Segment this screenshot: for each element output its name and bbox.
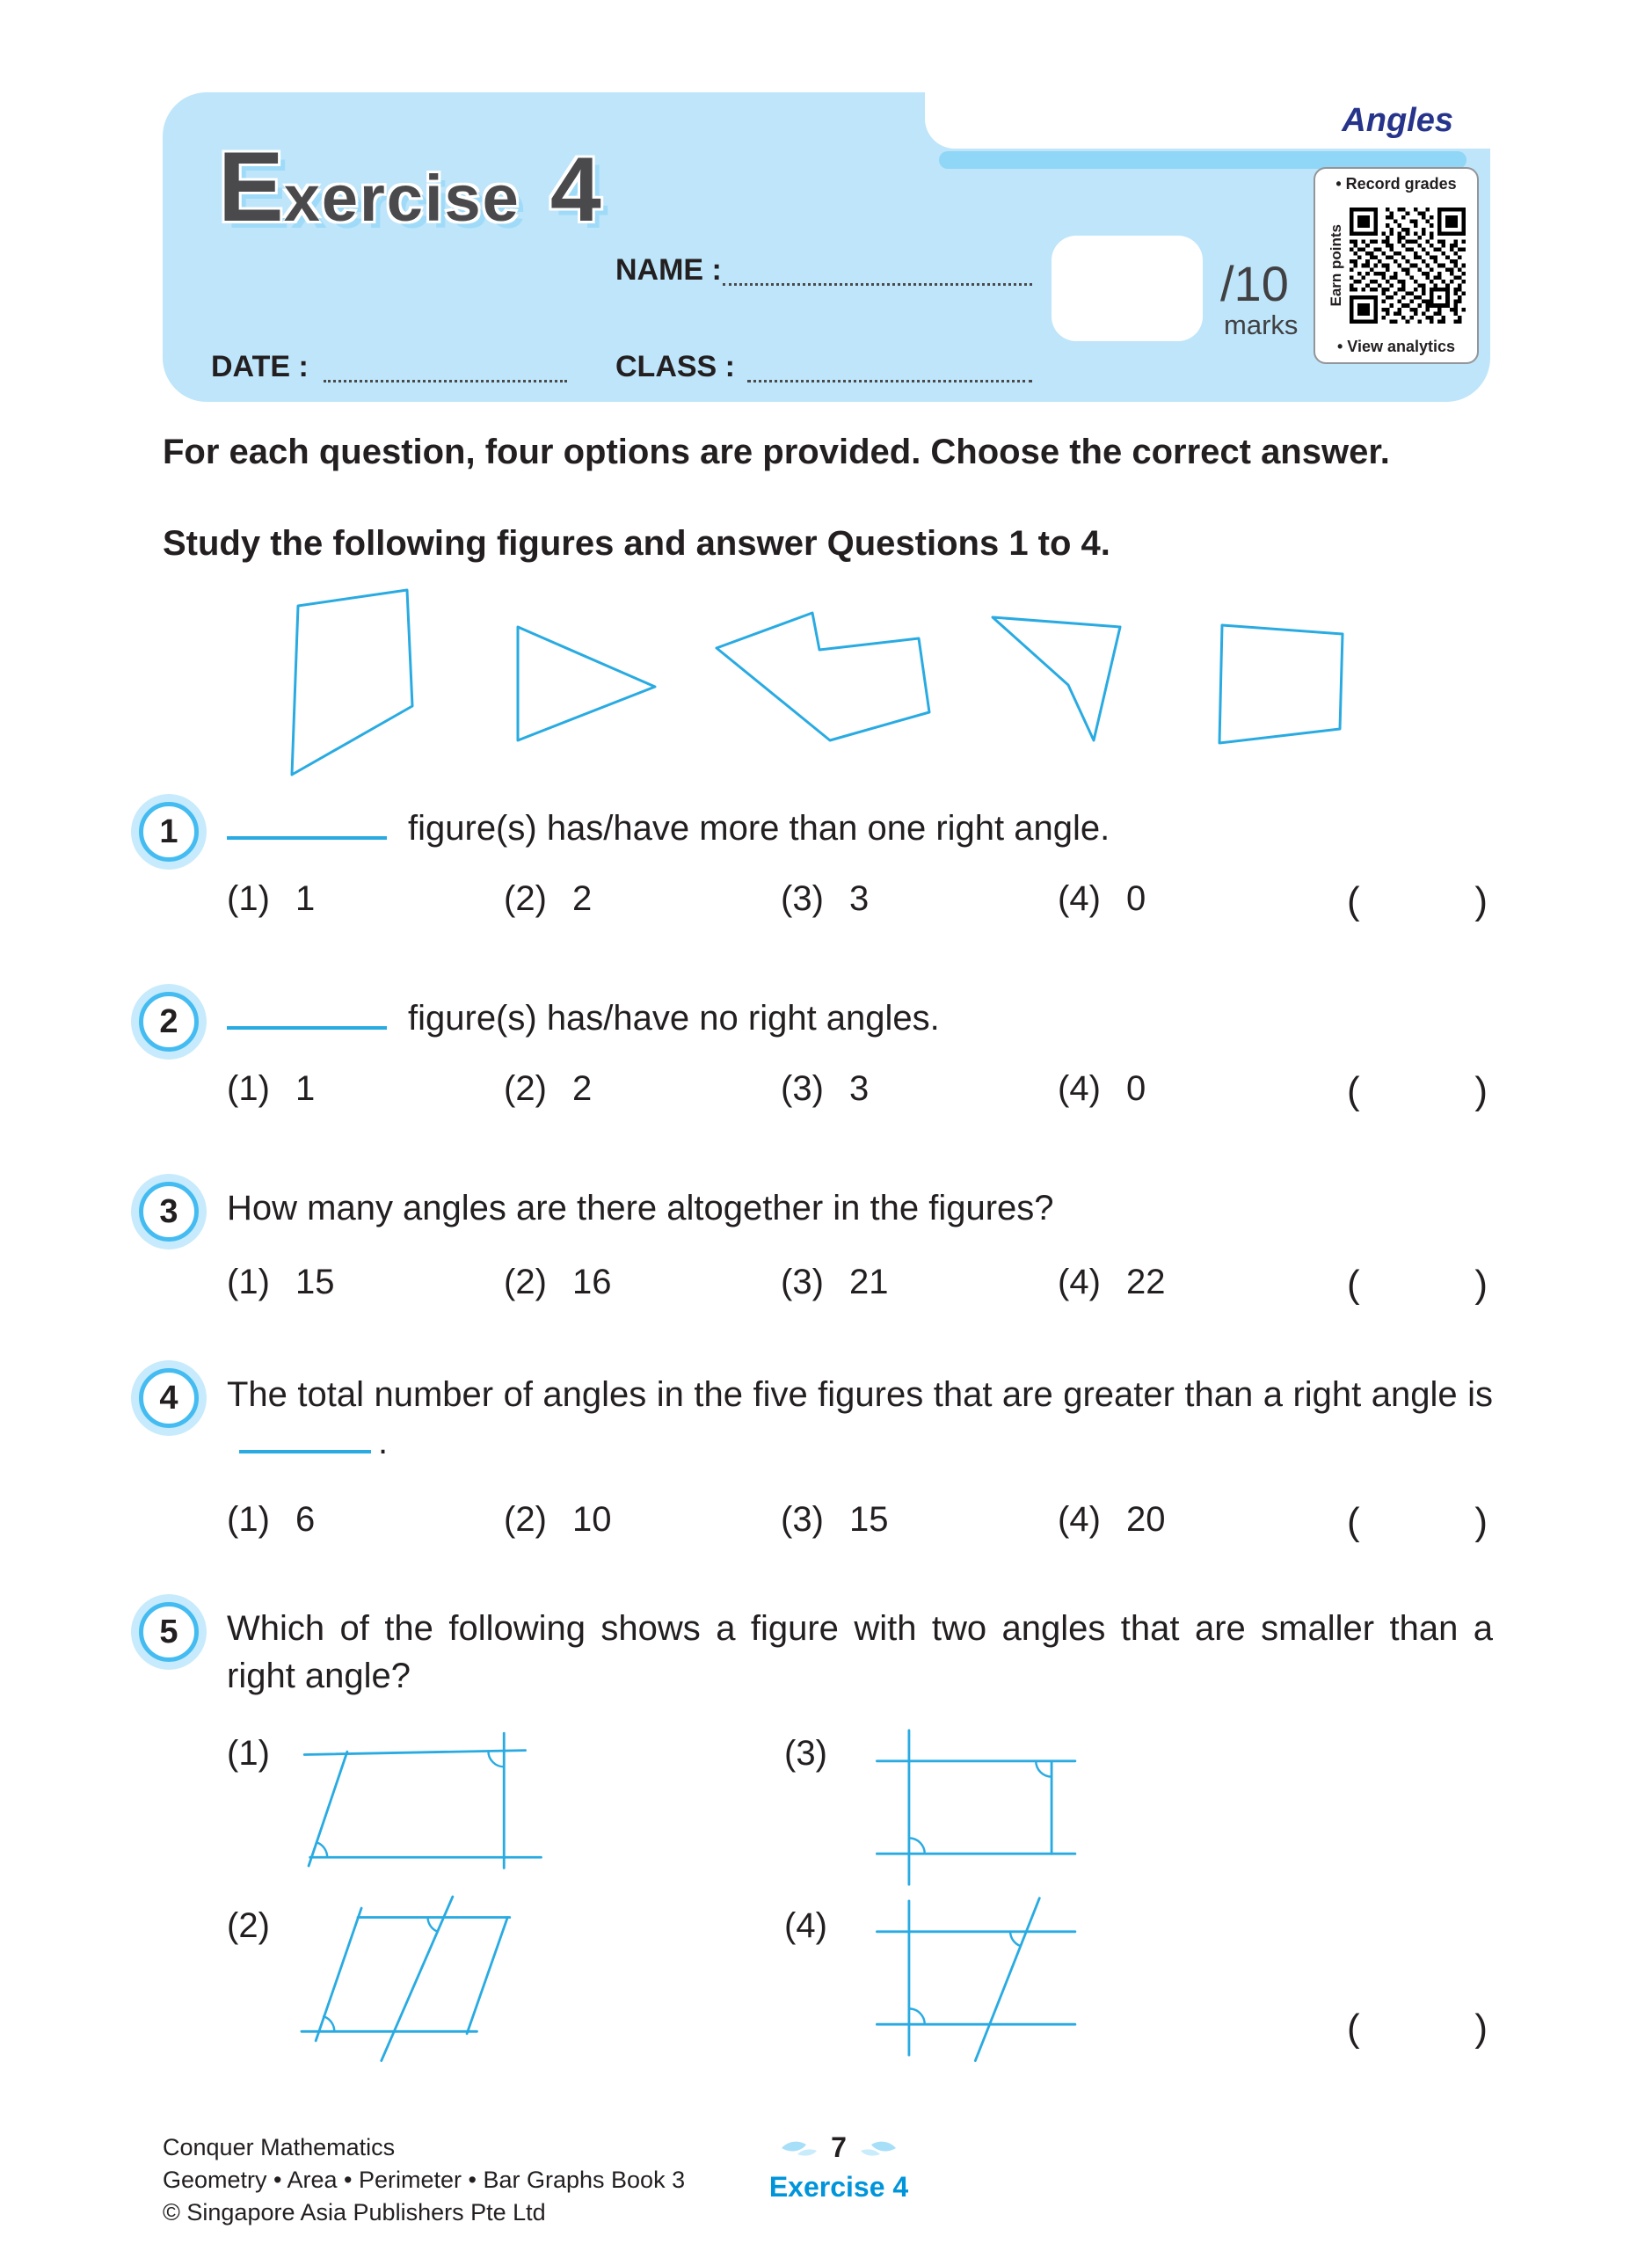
question-2-options	[227, 1069, 1335, 1109]
option-value: 10	[572, 1500, 612, 1539]
question-2-stem: figure(s) has/have no right angles.	[408, 999, 940, 1038]
option-value: 6	[295, 1500, 316, 1539]
subfigure-1-label: (1)	[227, 1734, 270, 1773]
qr-panel	[1314, 167, 1479, 364]
question-3-stem: How many angles are there altogether in the figures?	[227, 1189, 1054, 1227]
bracket-close: )	[1474, 1500, 1488, 1543]
exercise-title	[218, 130, 601, 244]
question-1-number: 1	[159, 812, 178, 850]
option-value: 16	[572, 1263, 612, 1301]
question-5-answer-bracket	[1347, 2007, 1488, 2051]
question-3-badge	[139, 1182, 199, 1242]
bracket-close: )	[1474, 1263, 1488, 1306]
bracket-open: (	[1347, 1069, 1360, 1112]
score-total: /10	[1220, 256, 1289, 311]
option-label: (4)	[1058, 1263, 1101, 1301]
figures-strip	[163, 580, 1490, 796]
option	[227, 1263, 504, 1302]
figure-irregular-quadrilateral	[292, 590, 412, 775]
question-5-stem: Which of the following shows a figure with two angles that are smaller than a right angle?	[227, 1609, 1493, 1695]
date-label: DATE :	[211, 350, 309, 383]
option-value: 0	[1126, 1069, 1146, 1108]
footer-publisher: © Singapore Asia Publishers Pte Ltd	[163, 2199, 546, 2226]
class-label: CLASS :	[615, 350, 735, 383]
instruction-line-2: Study the following figures and answer Questions 1 to 4.	[163, 524, 1110, 563]
question-3-options	[227, 1263, 1335, 1302]
chapter-tab-label: Angles	[1342, 101, 1453, 139]
question-2-number: 2	[159, 1002, 178, 1040]
chapter-tab	[925, 92, 1490, 149]
page-number-row	[698, 2131, 979, 2164]
name-label: NAME :	[615, 253, 722, 287]
option-label: (4)	[1058, 1500, 1101, 1539]
footer-series-title: Conquer Mathematics	[163, 2134, 396, 2160]
question-2-badge	[139, 992, 199, 1052]
question-2-text	[227, 999, 940, 1038]
question-4-text	[227, 1372, 1493, 1466]
figure-quadrilateral	[1219, 625, 1343, 743]
question-2-answer-bracket	[1347, 1069, 1488, 1113]
option-value: 15	[849, 1500, 889, 1539]
option-label: (4)	[1058, 1069, 1101, 1108]
option-label: (2)	[504, 1263, 547, 1301]
option-value: 3	[849, 879, 870, 918]
option-label: (1)	[227, 1500, 270, 1539]
question-1-text	[227, 809, 1110, 849]
option-label: (3)	[781, 1500, 824, 1539]
option	[504, 879, 781, 919]
option-value: 22	[1126, 1263, 1166, 1301]
option-value: 2	[572, 1069, 593, 1108]
question-4-period: .	[378, 1422, 389, 1461]
figure-triangle	[518, 627, 655, 740]
leaf-decoration-right	[859, 2138, 898, 2158]
option-label: (3)	[781, 1069, 824, 1108]
option-value: 0	[1126, 879, 1146, 918]
figure-dart	[993, 617, 1120, 740]
instruction-line-1: For each question, four options are provided. Choose the correct answer.	[163, 433, 1390, 471]
option	[504, 1500, 781, 1540]
option	[227, 1069, 504, 1109]
qr-caption-side: Earn points	[1327, 224, 1344, 307]
question-1-badge	[139, 802, 199, 862]
footer-page-block	[698, 2131, 979, 2204]
question-1-stem: figure(s) has/have more than one right angle.	[408, 809, 1110, 848]
option-value: 1	[295, 1069, 316, 1108]
option	[227, 879, 504, 919]
question-5-number: 5	[159, 1613, 178, 1650]
exercise-title-number: 4	[549, 139, 601, 241]
option-label: (1)	[227, 879, 270, 918]
question-1-answer-bracket	[1347, 879, 1488, 923]
option-value: 21	[849, 1263, 889, 1301]
option-label: (2)	[504, 879, 547, 918]
option	[781, 1069, 1058, 1109]
option	[1058, 1069, 1335, 1109]
question-5-text	[227, 1606, 1493, 1700]
score-box	[1052, 236, 1203, 341]
subfigure-2-parallelogram-with-transversal	[290, 1892, 554, 2064]
option	[227, 1500, 504, 1540]
subfigure-3-label: (3)	[784, 1734, 827, 1773]
option-value: 2	[572, 879, 593, 918]
question-3-number: 3	[159, 1192, 178, 1230]
question-1-options	[227, 879, 1335, 919]
class-write-line	[747, 357, 1032, 382]
question-4-badge	[139, 1368, 199, 1428]
question-4-number: 4	[159, 1379, 178, 1417]
option	[1058, 1500, 1335, 1540]
option-label: (3)	[781, 879, 824, 918]
option	[1058, 879, 1335, 919]
question-4-answer-bracket	[1347, 1500, 1488, 1544]
qr-row	[1328, 208, 1466, 324]
question-3-answer-bracket	[1347, 1263, 1488, 1307]
option	[504, 1069, 781, 1109]
option-label: (2)	[504, 1069, 547, 1108]
option-label: (3)	[781, 1263, 824, 1301]
option-value: 3	[849, 1069, 870, 1108]
qr-code-icon	[1350, 208, 1466, 324]
option	[504, 1263, 781, 1302]
qr-caption-bottom: • View analytics	[1336, 338, 1456, 355]
subfigure-4-label: (4)	[784, 1906, 827, 1945]
subfigure-1-quadrilateral-with-extended-lines	[290, 1722, 554, 1893]
bracket-open: (	[1347, 2007, 1360, 2050]
subfigure-4-rectangle-with-slanted-line	[848, 1892, 1112, 2064]
bracket-open: (	[1347, 1263, 1360, 1306]
question-4-stem: The total number of angles in the five figures that are greater than a right angle is	[227, 1375, 1493, 1414]
exercise-title-word: xercise	[283, 162, 520, 235]
bracket-open: (	[1347, 1500, 1360, 1543]
question-3-text	[227, 1189, 1054, 1228]
question-1-answer-blank	[227, 829, 387, 840]
exercise-title-initial: E	[218, 132, 284, 242]
question-2-answer-blank	[227, 1019, 387, 1030]
option	[1058, 1263, 1335, 1302]
option	[781, 1500, 1058, 1540]
footer-exercise-label: Exercise 4	[768, 2171, 909, 2203]
date-write-line	[324, 357, 567, 382]
bracket-close: )	[1474, 879, 1488, 922]
option-value: 20	[1126, 1500, 1166, 1539]
option-label: (2)	[504, 1500, 547, 1539]
subfigure-3-rectangle-with-angle-marks	[848, 1722, 1112, 1893]
footer-book-title: Geometry • Area • Perimeter • Bar Graphs Book 3	[163, 2167, 686, 2193]
score-unit: marks	[1224, 310, 1299, 340]
option-label: (1)	[227, 1069, 270, 1108]
page-number: 7	[831, 2131, 847, 2163]
option	[781, 879, 1058, 919]
subfigure-2-label: (2)	[227, 1906, 270, 1945]
name-write-line	[723, 260, 1032, 286]
bracket-close: )	[1474, 1069, 1488, 1112]
option	[781, 1263, 1058, 1302]
tab-stripe-decoration	[939, 151, 1466, 169]
qr-caption-top: • Record grades	[1335, 175, 1457, 193]
bracket-close: )	[1474, 2007, 1488, 2050]
option-label: (1)	[227, 1263, 270, 1301]
option-value: 1	[295, 879, 316, 918]
question-4-options	[227, 1500, 1335, 1540]
footer-imprint	[163, 2131, 685, 2229]
option-value: 15	[295, 1263, 335, 1301]
leaf-decoration-left	[780, 2138, 819, 2158]
bracket-open: (	[1347, 879, 1360, 922]
option-label: (4)	[1058, 879, 1101, 918]
question-5-badge	[139, 1602, 199, 1662]
figure-concave-polygon	[717, 613, 929, 740]
question-4-answer-blank	[239, 1443, 371, 1453]
